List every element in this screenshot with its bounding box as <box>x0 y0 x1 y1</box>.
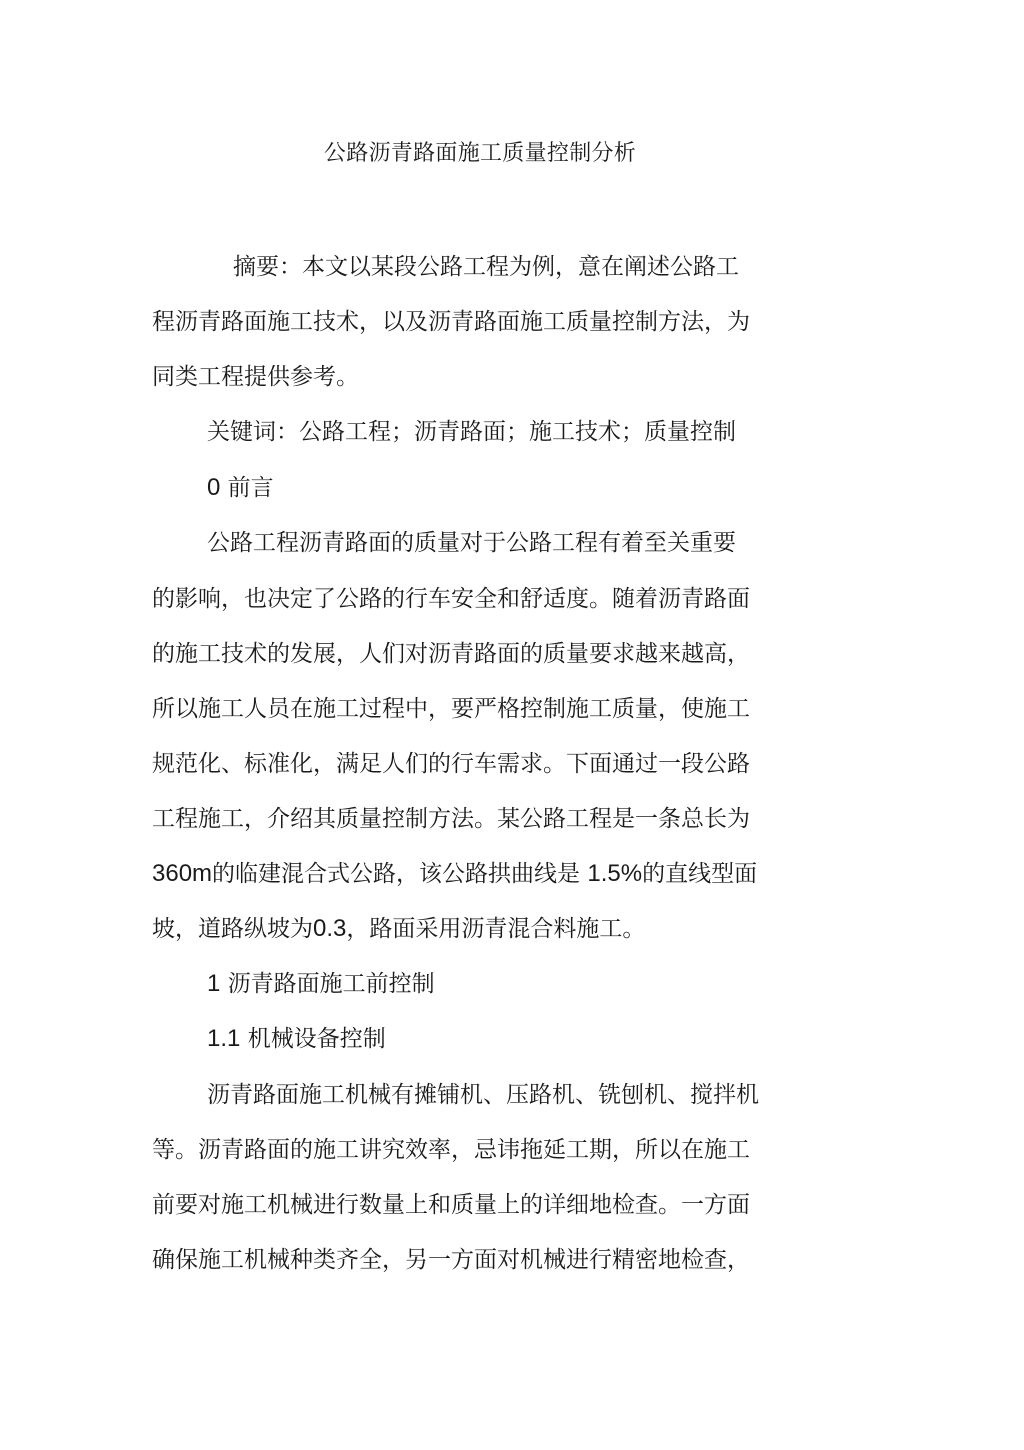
inline-text: 的直线型面 <box>642 861 758 887</box>
section-title: 前言 <box>227 475 274 501</box>
paragraph-line: 前要对施工机械进行数量上和质量上的详细地检查。一方面 <box>152 1192 750 1218</box>
paragraph-line: 等。沥青路面的施工讲究效率，忌讳拖延工期，所以在施工 <box>152 1137 750 1163</box>
paragraph-line: 工程施工，介绍其质量控制方法。某公路工程是一条总长为 <box>152 806 750 832</box>
abstract-line: 摘要：本文以某段公路工程为例，意在阐述公路工 <box>233 254 739 280</box>
document-title: 公路沥青路面施工质量控制分析 <box>323 141 637 166</box>
abstract-line: 同类工程提供参考。 <box>152 364 359 390</box>
paragraph-line <box>152 914 645 944</box>
section-number: 1 <box>207 970 221 997</box>
inline-text: 坡，道路纵坡为 <box>152 916 313 942</box>
section-title: 机械设备控制 <box>247 1026 386 1052</box>
inline-text: ，路面采用沥青混合料施工。 <box>346 916 646 942</box>
paragraph-line <box>152 859 757 889</box>
inline-number: 360m <box>152 860 213 887</box>
section-heading-1 <box>207 969 435 999</box>
paragraph-line: 的施工技术的发展，人们对沥青路面的质量要求越来越高， <box>152 641 750 667</box>
section-heading-1-1 <box>207 1024 386 1054</box>
paragraph-line: 规范化、标准化，满足人们的行车需求。下面通过一段公路 <box>152 751 750 777</box>
section-number: 0 <box>207 474 221 501</box>
inline-number: 0.3 <box>313 915 347 942</box>
section-number: 1.1 <box>207 1025 241 1052</box>
section-title: 沥青路面施工前控制 <box>227 971 435 997</box>
paragraph-line: 确保施工机械种类齐全，另一方面对机械进行精密地检查， <box>152 1247 750 1273</box>
keywords-line: 关键词：公路工程；沥青路面；施工技术；质量控制 <box>207 419 736 445</box>
inline-number: 1.5% <box>587 860 643 887</box>
paragraph-line: 公路工程沥青路面的质量对于公路工程有着至关重要 <box>207 530 736 556</box>
inline-text: 的临建混合式公路，该公路拱曲线是 <box>212 861 581 887</box>
paragraph-line: 所以施工人员在施工过程中，要严格控制施工质量，使施工 <box>152 696 750 722</box>
paragraph-line: 沥青路面施工机械有摊铺机、压路机、铣刨机、搅拌机 <box>207 1082 759 1108</box>
paragraph-line: 的影响，也决定了公路的行车安全和舒适度。随着沥青路面 <box>152 586 750 612</box>
section-heading-0 <box>207 473 274 503</box>
abstract-line: 程沥青路面施工技术，以及沥青路面施工质量控制方法，为 <box>152 309 750 335</box>
